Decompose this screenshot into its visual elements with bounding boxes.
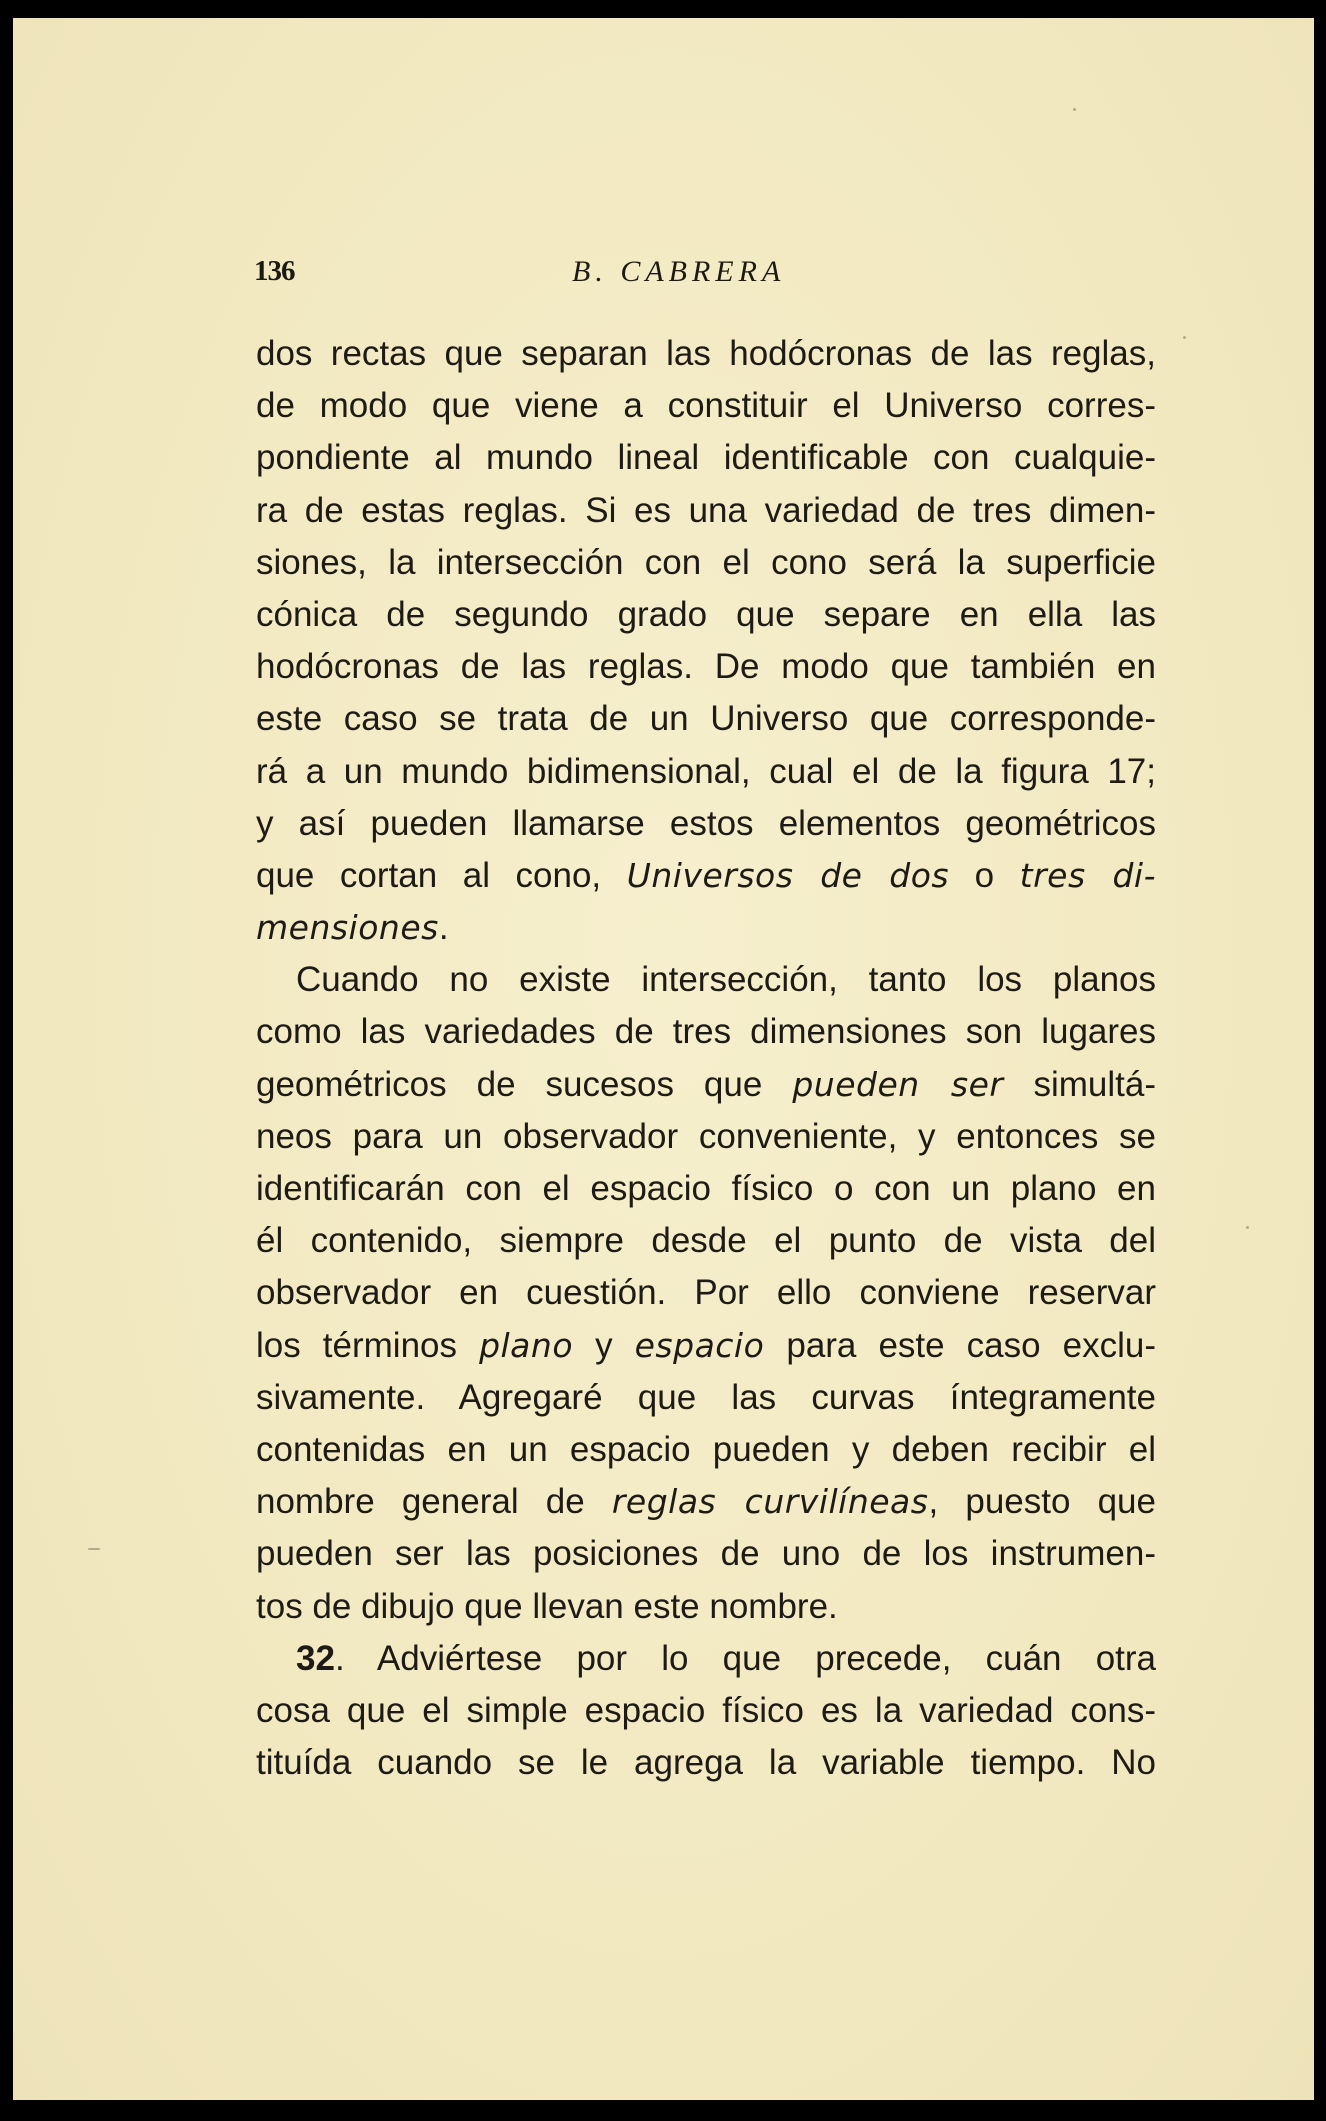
italic-term: espacio: [634, 1325, 765, 1365]
text-line: de modo que viene a constituir el Universo corres-: [256, 386, 1156, 426]
text-line: rá a un mundo bidimensional, cual el de la figura 17;: [256, 751, 1156, 791]
text-line: sivamente. Agregaré que las curvas íntegramente: [256, 1377, 1156, 1417]
text-line: siones, la intersección con el cono será la superficie: [256, 542, 1156, 582]
text-line: cosa que el simple espacio físico es la variedad cons-: [256, 1690, 1156, 1730]
text-line: dos rectas que separan las hodócronas de las reglas,: [256, 334, 1156, 373]
paper-speck: [1246, 1226, 1249, 1229]
text-line: este caso se trata de un Universo que corresponde-: [256, 699, 1156, 739]
text-line: pueden ser las posiciones de uno de los instrumen-: [256, 1534, 1156, 1574]
text-line: los términos plano y espacio para este caso exclu-: [256, 1325, 1156, 1365]
text-line: nombre general de reglas curvilíneas, puesto que: [256, 1482, 1156, 1522]
body-text: [256, 328, 1156, 1789]
italic-term: plano: [479, 1325, 574, 1365]
text-line: identificarán con el espacio físico o con un plano en: [256, 1169, 1156, 1208]
text-line: y así pueden llamarse estos elementos geométricos: [256, 803, 1156, 843]
running-head: B. CABRERA: [572, 255, 786, 288]
section-number: 32: [296, 1638, 335, 1678]
text-line: como las variedades de tres dimensiones son lugares: [256, 1012, 1156, 1052]
italic-term: reglas curvilíneas: [611, 1482, 929, 1522]
text-line: hodócronas de las reglas. De modo que también en: [256, 647, 1156, 687]
paper-speck: [88, 1548, 100, 1550]
paper-speck: [1183, 336, 1186, 339]
text-line: tos de dibujo que llevan este nombre.: [256, 1586, 838, 1626]
text-line: neos para un observador conveniente, y entonces se: [256, 1116, 1156, 1156]
page-number: 136: [254, 255, 295, 287]
text-line: observador en cuestión. Por ello conviene reservar: [256, 1273, 1156, 1313]
text-line: él contenido, siempre desde el punto de vista del: [256, 1221, 1156, 1261]
text-line: pondiente al mundo lineal identificable con cualquie-: [256, 438, 1156, 478]
italic-term: pueden ser: [792, 1064, 1004, 1104]
text-line: mensiones.: [256, 908, 449, 948]
text-line: ra de estas reglas. Si es una variedad de tres dimen-: [256, 490, 1156, 530]
text-line: geométricos de sucesos que pueden ser simultá-: [256, 1064, 1156, 1104]
text-line: contenidas en un espacio pueden y deben recibir el: [256, 1429, 1156, 1469]
text-line: que cortan al cono, Universos de dos o tres di-: [256, 855, 1156, 895]
italic-term: mensiones: [256, 908, 439, 948]
italic-term: tres di-: [1019, 855, 1156, 895]
text-line: tituída cuando se le agrega la variable tiempo. No: [256, 1743, 1156, 1783]
paper-speck: [1073, 108, 1076, 111]
italic-term: Universos de dos: [626, 855, 950, 895]
page-header: [254, 255, 1154, 295]
text-line: cónica de segundo grado que separe en ella las: [256, 594, 1156, 634]
paragraph-first-line: Cuando no existe intersección, tanto los planos: [296, 960, 1156, 1000]
paragraph-first-line: 32. Adviértese por lo que precede, cuán otra: [296, 1638, 1156, 1678]
